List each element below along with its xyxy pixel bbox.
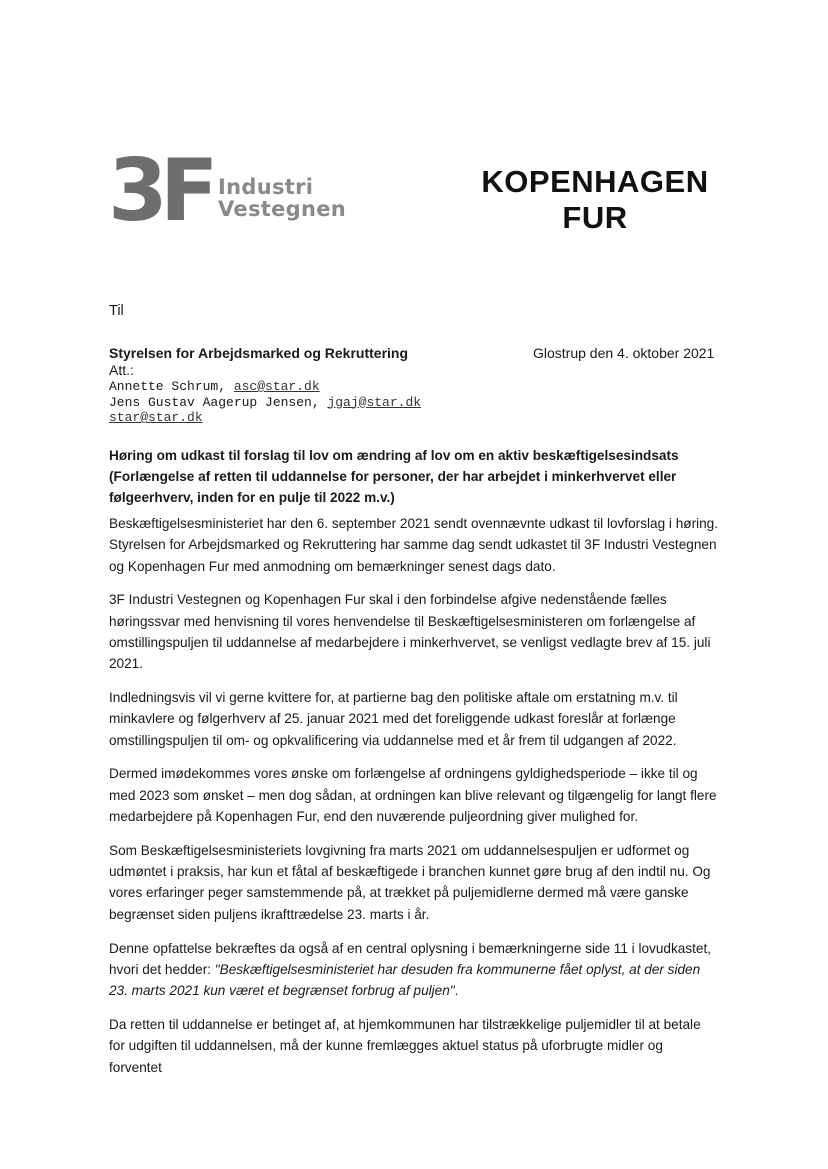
contact-name: Annette Schrum, <box>109 379 234 394</box>
contact-email-link[interactable]: asc@star.dk <box>233 379 320 394</box>
body-paragraph: 3F Industri Vestegnen og Kopenhagen Fur skal i den forbindelse afgive nedenstående fælles høringssvar med henvisning til vores henvendelse til Beskæftigelsesministeren om forlængelse af omstillingspuljen til uddannelse af medarbejdere i minkerhvervet, se venligst vedlagte brev af 15. juli 2021. <box>109 592 711 672</box>
contact-line <box>109 395 421 411</box>
kopenhagen-fur-logo <box>470 164 720 236</box>
contact-name: Jens Gustav Aagerup Jensen, <box>109 394 328 410</box>
logo-text <box>218 176 346 220</box>
kopenhagen-fur-line-2: FUR <box>562 200 628 235</box>
quote-intro: Denne opfattelse bekræftes da også af en central oplysning i bemærkningerne side 11 i lovudkastet, hvori det hedder: <box>109 940 712 977</box>
quote-text: "Beskæftigelsesministeriet har desuden fra kommunerne fået oplyst, at der siden 23. marts 2021 kun været et begrænset forbrug af puljen" <box>109 961 701 999</box>
svg-text:3F: 3F <box>108 150 211 230</box>
contact-email-link[interactable]: jgaj@star.dk <box>327 394 422 410</box>
general-email-line <box>109 410 421 426</box>
body-paragraph: Dermed imødekommes vores ønske om forlængelse af ordningens gyldighedsperiode – ikke til og med 2023 som ønsket – men dog sådan, at ordningen kan blive relevant og tilgængelig for langt flere medarbejdere på Kopenhagen Fur, end den nuværende puljeordning giver mulighed for. <box>109 766 717 825</box>
letter-body <box>109 513 719 1090</box>
body-paragraph: Da retten til uddannelse er betinget af, at hjemkommunen har tilstrækkelige puljemidler til at betale for udgiften til uddannelsen, må der kunne fremlægges aktuel status på uforbrugte midler og forventet <box>109 1016 701 1075</box>
logo-line-1: Industri <box>218 175 314 199</box>
body-paragraph: Beskæftigelsesministeriet har den 6. september 2021 sendt ovennævnte udkast til lovforslag i høring. Styrelsen for Arbejdsmarked og Rekruttering har samme dag sendt udkastet til 3F Industri Vestegnen og Kopenhagen Fur med anmodning om bemærkninger senest dags dato. <box>109 516 719 574</box>
3f-logo-icon <box>108 150 214 230</box>
logo-line-2: Vestegnen <box>218 197 347 221</box>
recipient-block <box>109 345 421 426</box>
contact-line <box>109 379 421 395</box>
quote-paragraph <box>109 938 719 1002</box>
general-email-link[interactable]: star@star.dk <box>109 410 203 425</box>
3f-industri-vestegnen-logo <box>108 150 347 230</box>
body-paragraph: Indledningsvis vil vi gerne kvittere for, at partierne bag den politiske aftale om erstatning m.v. til minkavlere og følgerhverv af 25. januar 2021 med det foreliggende udkast foreslår at forlænge omstillingspuljen til om- og opkvalificering via uddannelse med et år frem til udgangen af 2022. <box>109 690 678 748</box>
att-label: Att.: <box>109 362 134 378</box>
subject-heading: Høring om udkast til forslag til lov om ændring af lov om en aktiv beskæftigelsesindsats (Forlængelse af retten til uddannelse for personer, der har arbejdet i minkerhvervet eller følgeerhverv, inden for en pulje til 2022 m.v.) <box>109 448 679 505</box>
recipient-organisation: Styrelsen for Arbejdsmarked og Rekruttering <box>109 345 409 361</box>
to-label: Til <box>109 303 124 319</box>
quote-end: . <box>454 983 459 999</box>
date-line: Glostrup den 4. oktober 2021 <box>533 345 715 361</box>
body-paragraph: Som Beskæftigelsesministeriets lovgivning fra marts 2021 om uddannelsespuljen er udformet og udmøntet i praksis, har kun et fåtal af beskæftigede i branchen kunnet gøre brug af den indtil nu. Og vores erfaringer peger samstemmende på, at trækket på puljemidlerne dermed må være ganske begrænset siden puljens ikrafttrædelse 23. marts i år. <box>109 842 711 922</box>
kopenhagen-fur-line-1: KOPENHAGEN <box>481 164 709 199</box>
